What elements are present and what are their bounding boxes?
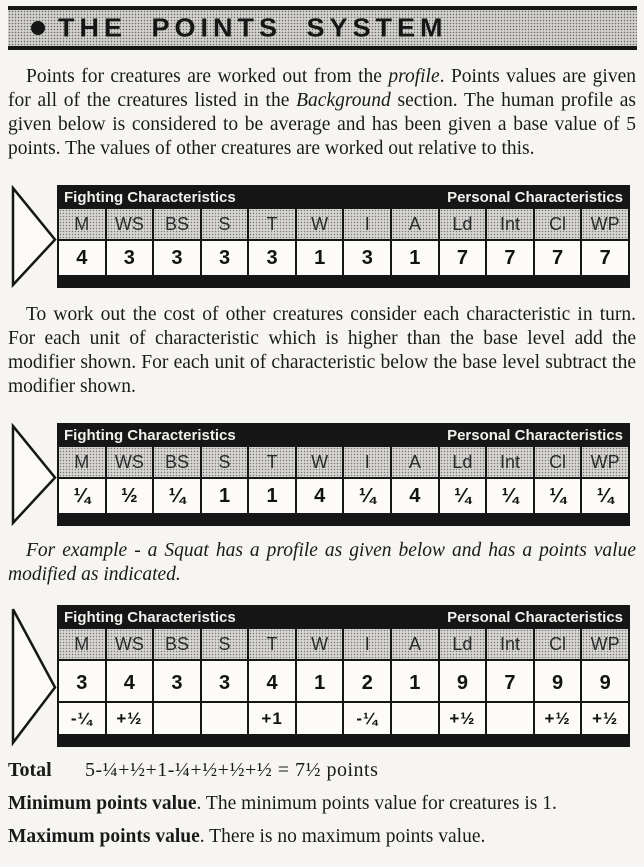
stat-letter-cell: W [297, 209, 345, 239]
stat-modifier-cell: +½ [582, 703, 630, 734]
stat-letter-cell: Ld [440, 629, 488, 659]
stat-value-cell: 9 [440, 661, 488, 701]
stat-letter-cell: BS [154, 447, 202, 477]
intro-paragraph [8, 65, 636, 161]
stat-letter-cell: W [297, 447, 345, 477]
stat-value-cell: 3 [154, 661, 202, 701]
stat-value-cell: 3 [107, 241, 155, 275]
stat-letter-cell: WP [582, 447, 630, 477]
table-body [57, 185, 630, 288]
stat-value-cell: 2 [344, 661, 392, 701]
stat-letter-cell: S [202, 629, 250, 659]
table-footer-bar [57, 734, 630, 747]
profile-arrow-icon [10, 605, 57, 747]
fighting-characteristics-label: Fighting Characteristics [64, 189, 236, 206]
personal-characteristics-label: Personal Characteristics [447, 609, 623, 626]
stat-value-cell: 3 [344, 241, 392, 275]
stat-letter-cell: T [249, 209, 297, 239]
minimum-points-label: Minimum points value [8, 793, 197, 814]
personal-characteristics-label: Personal Characteristics [447, 189, 623, 206]
stat-letter-cell: A [392, 209, 440, 239]
minimum-points-note [8, 792, 636, 816]
stat-modifier-cell [202, 703, 250, 734]
stat-letter-cell: Int [487, 447, 535, 477]
stat-letters-row [57, 447, 630, 479]
squat-values-row [57, 661, 630, 703]
triangle-pennant-icon [10, 185, 57, 288]
stat-modifier-cell [487, 703, 535, 734]
stat-letter-cell: BS [154, 209, 202, 239]
table-body [57, 605, 630, 747]
modifier-value-cell: ¼ [440, 479, 488, 513]
stat-letter-cell: A [392, 447, 440, 477]
modifier-value-cell: ¼ [582, 479, 630, 513]
stat-letter-cell: WS [107, 447, 155, 477]
squat-modifiers-row [57, 703, 630, 734]
stat-modifier-cell: -¼ [344, 703, 392, 734]
stat-letter-cell: T [249, 629, 297, 659]
stat-letters-row [57, 209, 630, 241]
stat-value-cell: 1 [297, 241, 345, 275]
stat-value-cell: 9 [582, 661, 630, 701]
stat-modifier-cell [297, 703, 345, 734]
modifier-value-cell: 1 [202, 479, 250, 513]
triangle-pennant-icon [10, 605, 57, 747]
stat-letter-cell: WP [582, 209, 630, 239]
page-title: THE POINTS SYSTEM [58, 13, 448, 42]
table-body [57, 423, 630, 526]
stat-letter-cell: BS [154, 629, 202, 659]
stat-value-cell: 7 [487, 661, 535, 701]
triangle-pennant-icon [10, 423, 57, 526]
stat-modifier-cell: +½ [535, 703, 583, 734]
stat-letter-cell: WS [107, 209, 155, 239]
stat-letter-cell: W [297, 629, 345, 659]
maximum-points-text: . There is no maximum points value. [199, 826, 486, 847]
modifier-value-cell: 1 [249, 479, 297, 513]
stat-modifier-cell: -¼ [59, 703, 107, 734]
stat-letter-cell: M [59, 629, 107, 659]
modifier-value-cell: ½ [107, 479, 155, 513]
personal-characteristics-label: Personal Characteristics [447, 427, 623, 444]
stat-modifier-cell: +1 [249, 703, 297, 734]
stat-letter-cell: S [202, 209, 250, 239]
modifier-value-cell: ¼ [487, 479, 535, 513]
stat-value-cell: 3 [59, 661, 107, 701]
total-label: Total [8, 759, 52, 781]
stat-letter-cell: I [344, 209, 392, 239]
stat-value-cell: 7 [487, 241, 535, 275]
bullet-icon [31, 21, 45, 35]
stat-value-cell: 7 [582, 241, 630, 275]
stat-letter-cell: M [59, 209, 107, 239]
modifier-values-row [57, 479, 630, 513]
table-footer-bar [57, 513, 630, 526]
stat-letter-cell: Cl [535, 629, 583, 659]
profile-arrow-icon [10, 423, 57, 526]
stat-letter-cell: WS [107, 629, 155, 659]
stat-letter-cell: WP [582, 629, 630, 659]
intro-text-3: section. The human profile as given below is considered to be average and has been given a base value of 5 points. The values of other creatures are worked out relative to this. [8, 90, 636, 159]
points-system-page [0, 6, 644, 867]
modifier-value-cell: ¼ [535, 479, 583, 513]
human-profile-table [10, 185, 630, 288]
stat-letter-cell: Ld [440, 209, 488, 239]
stat-value-cell: 3 [249, 241, 297, 275]
stat-value-cell: 3 [202, 241, 250, 275]
maximum-points-note [8, 825, 636, 849]
stat-value-cell: 3 [202, 661, 250, 701]
stat-letter-cell: I [344, 447, 392, 477]
intro-italic-background: Background [296, 90, 391, 111]
stat-value-cell: 3 [154, 241, 202, 275]
stat-value-cell: 1 [392, 241, 440, 275]
stat-letter-cell: M [59, 447, 107, 477]
maximum-points-label: Maximum points value [8, 826, 200, 847]
human-values-row [57, 241, 630, 275]
stat-value-cell: 4 [249, 661, 297, 701]
stat-modifier-cell [392, 703, 440, 734]
total-line [8, 758, 636, 783]
modifier-value-cell: ¼ [154, 479, 202, 513]
table-footer-bar [57, 275, 630, 288]
total-formula: 5-¼+½+1-¼+½+½+½ = 7½ points [85, 759, 379, 781]
fighting-characteristics-label: Fighting Characteristics [64, 609, 236, 626]
stat-letter-cell: I [344, 629, 392, 659]
stat-value-cell: 7 [535, 241, 583, 275]
stat-letter-cell: S [202, 447, 250, 477]
intro-text-1: Points for creatures are worked out from the [26, 66, 389, 87]
intro-text-2: . Points values are given for all of the creatures listed in the [8, 66, 636, 111]
table-header-bar [57, 605, 630, 629]
modifier-value-cell: ¼ [59, 479, 107, 513]
profile-arrow-icon [10, 185, 57, 288]
fighting-characteristics-label: Fighting Characteristics [64, 427, 236, 444]
table-header-bar [57, 185, 630, 209]
stat-value-cell: 4 [59, 241, 107, 275]
stat-value-cell: 1 [297, 661, 345, 701]
stat-modifier-cell [154, 703, 202, 734]
stat-letter-cell: A [392, 629, 440, 659]
modifier-value-cell: ¼ [344, 479, 392, 513]
stat-letters-row [57, 629, 630, 661]
stat-value-cell: 1 [392, 661, 440, 701]
modifier-value-cell: 4 [392, 479, 440, 513]
stat-letter-cell: Ld [440, 447, 488, 477]
intro-italic-profile: profile [388, 66, 440, 87]
modifier-value-cell: 4 [297, 479, 345, 513]
stat-letter-cell: Int [487, 629, 535, 659]
stat-value-cell: 9 [535, 661, 583, 701]
stat-value-cell: 4 [107, 661, 155, 701]
table-header-bar [57, 423, 630, 447]
stat-letter-cell: T [249, 447, 297, 477]
stat-letter-cell: Int [487, 209, 535, 239]
stat-letter-cell: Cl [535, 447, 583, 477]
minimum-points-text: . The minimum points value for creatures is 1. [196, 793, 557, 814]
how-to-paragraph: To work out the cost of other creatures consider each characteristic in turn. For each unit of characteristic which is higher than the base level add the modifier shown. For each unit of characteristic below the base level subtract the modifier shown. [8, 304, 636, 397]
stat-modifier-cell: +½ [107, 703, 155, 734]
squat-profile-table [10, 605, 630, 747]
stat-letter-cell: Cl [535, 209, 583, 239]
stat-value-cell: 7 [440, 241, 488, 275]
example-paragraph: For example - a Squat has a profile as given below and has a points value modified as indicated. [8, 540, 636, 585]
stat-modifier-cell: +½ [440, 703, 488, 734]
point-modifiers-table [10, 423, 630, 526]
section-title-bar [8, 6, 637, 50]
